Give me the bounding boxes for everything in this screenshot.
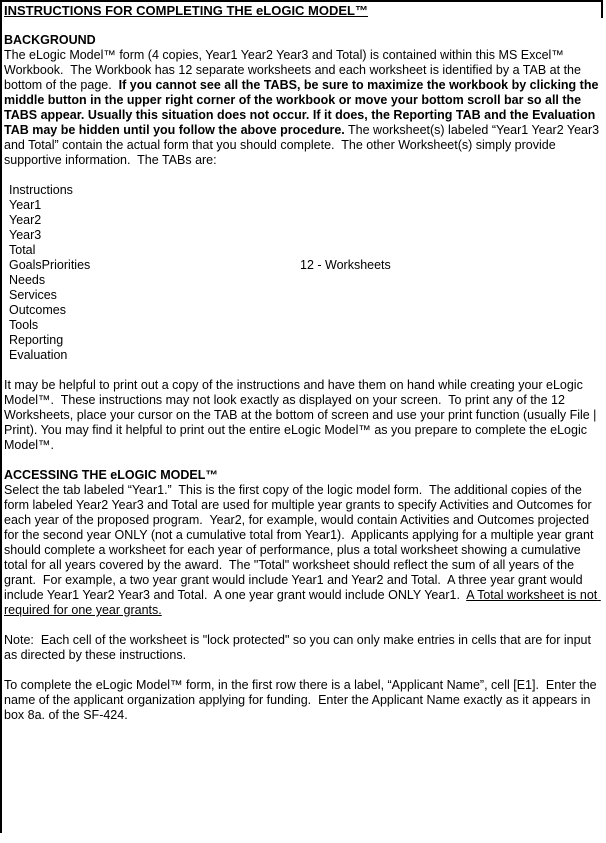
page-title: INSTRUCTIONS FOR COMPLETING THE eLOGIC MODEL™ — [4, 3, 368, 18]
tab-list-item: Needs — [9, 273, 46, 287]
tab-list-item: Year2 — [9, 213, 42, 227]
page-border-left — [0, 0, 2, 833]
paragraph-segment: Note: Each cell of the worksheet is "lock protected" so you can only make entries in cells that are for input as directed by these instructions. — [4, 633, 595, 662]
tab-list-item: Services — [9, 288, 57, 302]
tab-list-item: Instructions — [9, 183, 73, 197]
tab-list-item: Tools — [9, 318, 39, 332]
paragraph-segment: A Total worksheet is not required for one year grants. — [4, 588, 601, 617]
tab-list-item: Reporting — [9, 333, 64, 347]
blank-line — [4, 618, 604, 633]
paragraph — [4, 48, 604, 168]
section-heading: BACKGROUND — [4, 33, 96, 47]
paragraph — [4, 378, 604, 453]
paragraph — [4, 633, 604, 663]
blank-line — [4, 453, 604, 468]
document-content — [4, 3, 604, 723]
tab-list-item: Evaluation — [9, 348, 68, 362]
paragraph — [4, 678, 604, 723]
paragraph-segment: To complete the eLogic Model™ form, in the first row there is a label, “Applicant Name”, cell [E1]. Enter the name of the applicant organization applying for funding. Enter the Applicant Name exactly as it appears in box 8a. of the SF-424. — [4, 678, 601, 722]
page-border-top — [0, 0, 603, 2]
paragraph-segment: Select the tab labeled “Year1.” This is the first copy of the logic model form. The additional copies of the form labeled Year2 Year3 and Total are used for multiple year grants to specify Activities and Outcomes for each year of the proposed program. Year2, for example, would contain Activities and Outcomes projected for the second year ONLY (not a cumulative total from Year1). Applicants applying for a multiple year grant should complete a worksheet for each year of performance, plus a total worksheet showing a cumulative total for all years covered by the award. The "Total" worksheet should reflect the sum of all years of the grant. For example, a two year grant would include Year1 and Year2 and Total. A three year grant would include Year1 Year2 Year3 and Total. A one year grant would include ONLY Year1. — [4, 483, 597, 602]
document-blocks — [4, 18, 604, 723]
blank-line — [4, 18, 604, 33]
blank-line — [4, 363, 604, 378]
tab-list-item: Total — [9, 243, 36, 257]
section-heading: ACCESSING THE eLOGIC MODEL™ — [4, 468, 218, 482]
tab-list — [4, 183, 604, 363]
tab-list-item: Year1 — [9, 198, 42, 212]
paragraph — [4, 483, 604, 618]
tab-list-item: Year3 — [9, 228, 42, 242]
paragraph-segment: If you cannot see all the TABS, be sure to maximize the workbook by clicking the middle button in the upper right corner of the workbook or move your bottom scroll bar so all the TABS appear. Usually this situation does not occur. If it does, the Reporting TAB and the Evaluation TAB may be hidden until you follow the above procedure. — [4, 78, 602, 137]
blank-line — [4, 663, 604, 678]
worksheets-count-annotation: 12 - Worksheets — [300, 258, 391, 272]
blank-line — [4, 168, 604, 183]
tab-list-item: GoalsPriorities 12 - Worksheets — [9, 258, 391, 272]
paragraph-segment: The worksheet(s) labeled “Year1 Year2 Year3 and Total” contain the actual form that you should complete. The other Worksheet(s) simply provide supportive information. The TABs are: — [4, 123, 603, 167]
paragraph-segment: The eLogic Model™ form (4 copies, Year1 Year2 Year3 and Total) is contained within this MS Excel™ Workbook. The Workbook has 12 separate worksheets and each worksheet is identified by a TAB at the bottom of the page. — [4, 48, 585, 92]
paragraph-segment: It may be helpful to print out a copy of the instructions and have them on hand while creating your eLogic Model™. These instructions may not look exactly as displayed on your screen. To print any of the 12 Worksheets, place your cursor on the TAB at the bottom of screen and use your print function (usually File | Print). You may find it helpful to print out the entire eLogic Model™ as you prepare to complete the eLogic Model™. — [4, 378, 600, 452]
tab-list-item: Outcomes — [9, 303, 66, 317]
